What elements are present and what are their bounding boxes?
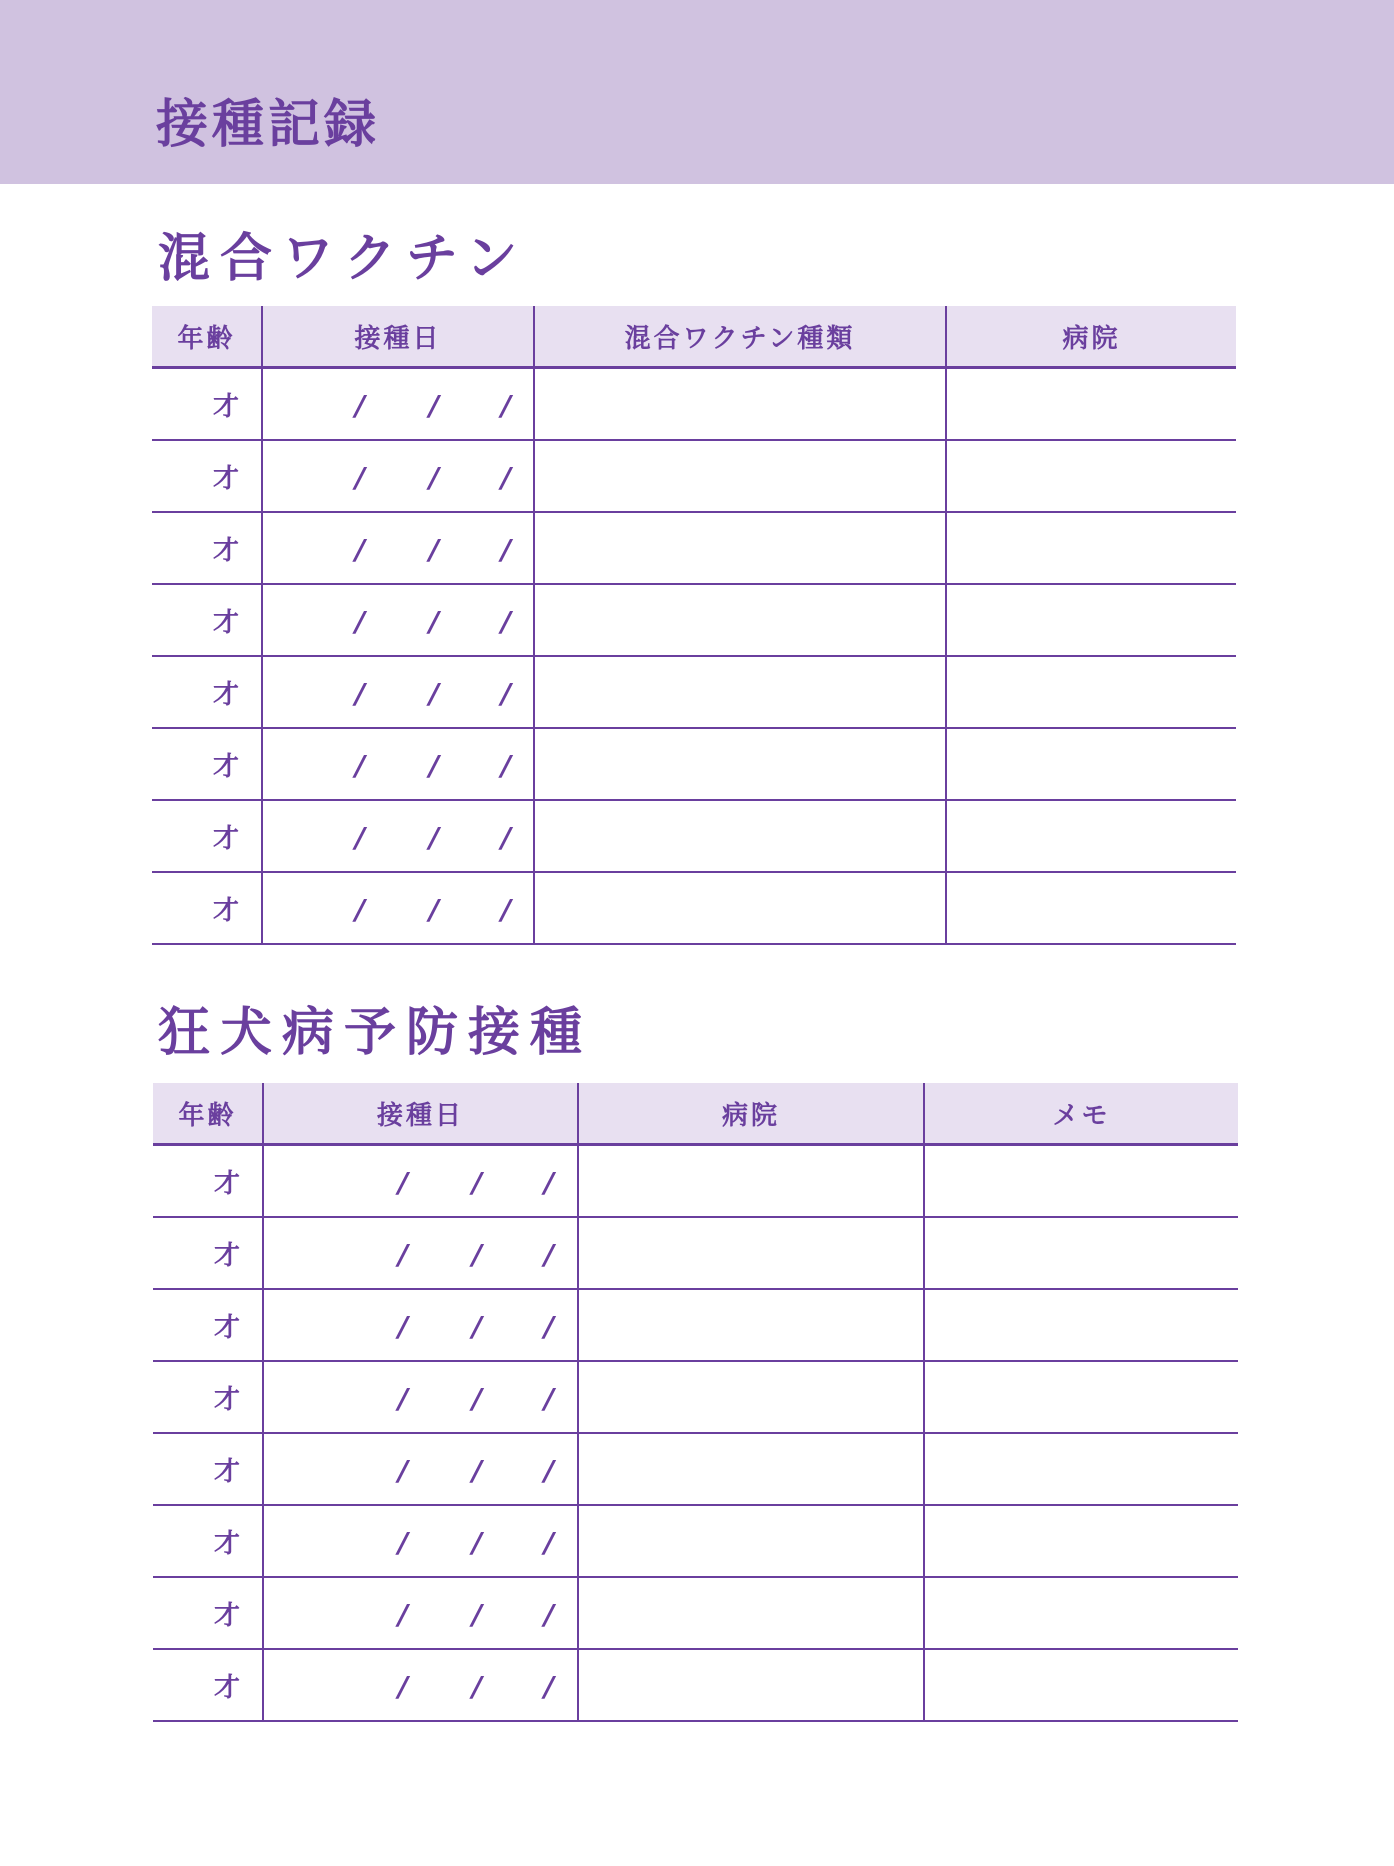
combo-vaccine-table: [152, 306, 1236, 945]
date-separator: /: [501, 677, 512, 710]
date-separator: /: [472, 1670, 483, 1703]
date-separator: /: [501, 605, 512, 638]
table-row: [153, 1649, 1238, 1721]
date-cell[interactable]: [262, 800, 534, 872]
table-row: [153, 1577, 1238, 1649]
column-header-age: 年齢: [153, 1083, 263, 1145]
date-separator: /: [472, 1526, 483, 1559]
age-cell[interactable]: 才: [153, 1433, 263, 1505]
hospital-cell[interactable]: [578, 1361, 924, 1433]
age-cell[interactable]: 才: [153, 1145, 263, 1218]
hospital-cell[interactable]: [578, 1649, 924, 1721]
date-cell[interactable]: [263, 1433, 578, 1505]
date-cell[interactable]: [262, 728, 534, 800]
date-separator: /: [544, 1310, 555, 1343]
date-cell[interactable]: [262, 872, 534, 944]
hospital-cell[interactable]: [578, 1505, 924, 1577]
hospital-cell[interactable]: [578, 1289, 924, 1361]
date-cell[interactable]: [263, 1289, 578, 1361]
date-separator: /: [544, 1598, 555, 1631]
date-separator: /: [355, 533, 366, 566]
date-separator: /: [398, 1382, 409, 1415]
vaccine-type-cell[interactable]: [534, 368, 946, 441]
memo-cell[interactable]: [924, 1361, 1238, 1433]
memo-cell[interactable]: [924, 1217, 1238, 1289]
memo-cell[interactable]: [924, 1145, 1238, 1218]
date-separator: /: [429, 461, 440, 494]
date-separator: /: [544, 1526, 555, 1559]
hospital-cell[interactable]: [946, 872, 1236, 944]
memo-cell[interactable]: [924, 1289, 1238, 1361]
column-header-date: 接種日: [262, 306, 534, 368]
hospital-cell[interactable]: [578, 1433, 924, 1505]
table-row: [152, 440, 1236, 512]
date-separator: /: [472, 1238, 483, 1271]
age-cell[interactable]: 才: [153, 1217, 263, 1289]
table-row: [153, 1505, 1238, 1577]
date-separator: /: [501, 533, 512, 566]
rabies-vaccine-title: 狂犬病予防接種: [158, 1003, 593, 1063]
date-separator: /: [544, 1238, 555, 1271]
table-row: [152, 656, 1236, 728]
date-separator: /: [429, 605, 440, 638]
table-row: [153, 1433, 1238, 1505]
date-separator: /: [544, 1166, 555, 1199]
hospital-cell[interactable]: [946, 800, 1236, 872]
date-separator: /: [398, 1526, 409, 1559]
table-row: [152, 800, 1236, 872]
age-cell[interactable]: 才: [152, 440, 262, 512]
date-separator: /: [429, 533, 440, 566]
date-cell[interactable]: [262, 584, 534, 656]
date-separator: /: [355, 605, 366, 638]
date-cell[interactable]: [262, 440, 534, 512]
date-separator: /: [501, 389, 512, 422]
age-cell[interactable]: 才: [152, 584, 262, 656]
age-cell[interactable]: 才: [153, 1649, 263, 1721]
date-separator: /: [429, 677, 440, 710]
date-separator: /: [398, 1454, 409, 1487]
table-row: [153, 1289, 1238, 1361]
vaccine-type-cell[interactable]: [534, 656, 946, 728]
table-row: [153, 1217, 1238, 1289]
memo-cell[interactable]: [924, 1577, 1238, 1649]
column-header-hospital: 病院: [946, 306, 1236, 368]
date-separator: /: [398, 1670, 409, 1703]
hospital-cell[interactable]: [946, 656, 1236, 728]
date-cell[interactable]: [262, 512, 534, 584]
date-separator: /: [398, 1238, 409, 1271]
age-cell[interactable]: 才: [153, 1361, 263, 1433]
date-separator: /: [501, 821, 512, 854]
date-separator: /: [355, 461, 366, 494]
date-separator: /: [355, 677, 366, 710]
date-separator: /: [472, 1454, 483, 1487]
date-cell[interactable]: [263, 1361, 578, 1433]
date-cell[interactable]: [262, 368, 534, 441]
memo-cell[interactable]: [924, 1433, 1238, 1505]
date-separator: /: [472, 1166, 483, 1199]
table-row: [152, 728, 1236, 800]
table-row: [153, 1361, 1238, 1433]
hospital-cell[interactable]: [578, 1145, 924, 1218]
date-separator: /: [472, 1598, 483, 1631]
date-cell[interactable]: [263, 1649, 578, 1721]
date-cell[interactable]: [263, 1145, 578, 1218]
table-row: [153, 1145, 1238, 1218]
date-separator: /: [501, 461, 512, 494]
table-row: [152, 584, 1236, 656]
hospital-cell[interactable]: [946, 584, 1236, 656]
combo-vaccine-title: 混合ワクチン: [158, 229, 528, 289]
date-separator: /: [472, 1310, 483, 1343]
date-separator: /: [501, 749, 512, 782]
vaccine-type-cell[interactable]: [534, 800, 946, 872]
age-cell[interactable]: 才: [152, 728, 262, 800]
date-separator: /: [544, 1454, 555, 1487]
table-header-row: [153, 1083, 1238, 1145]
date-separator: /: [472, 1382, 483, 1415]
vaccine-type-cell[interactable]: [534, 584, 946, 656]
date-separator: /: [398, 1166, 409, 1199]
date-cell[interactable]: [262, 656, 534, 728]
vaccine-type-cell[interactable]: [534, 512, 946, 584]
age-cell[interactable]: 才: [152, 656, 262, 728]
table-row: [152, 872, 1236, 944]
date-cell[interactable]: [263, 1577, 578, 1649]
date-cell[interactable]: [263, 1505, 578, 1577]
vaccine-type-cell[interactable]: [534, 872, 946, 944]
age-cell[interactable]: 才: [152, 800, 262, 872]
date-separator: /: [544, 1382, 555, 1415]
date-separator: /: [501, 893, 512, 926]
column-header-vaccine-type: 混合ワクチン種類: [534, 306, 946, 368]
hospital-cell[interactable]: [946, 728, 1236, 800]
column-header-age: 年齢: [152, 306, 262, 368]
age-cell[interactable]: 才: [153, 1289, 263, 1361]
date-cell[interactable]: [263, 1217, 578, 1289]
date-separator: /: [355, 893, 366, 926]
date-separator: /: [355, 749, 366, 782]
date-separator: /: [429, 821, 440, 854]
rabies-vaccine-table: [153, 1083, 1238, 1722]
date-separator: /: [398, 1598, 409, 1631]
date-separator: /: [398, 1310, 409, 1343]
vaccine-type-cell[interactable]: [534, 728, 946, 800]
date-separator: /: [429, 893, 440, 926]
date-separator: /: [355, 389, 366, 422]
table-header-row: [152, 306, 1236, 368]
hospital-cell[interactable]: [946, 368, 1236, 441]
column-header-date: 接種日: [263, 1083, 578, 1145]
memo-cell[interactable]: [924, 1649, 1238, 1721]
page-title: 接種記録: [156, 95, 381, 155]
table-row: [152, 512, 1236, 584]
date-separator: /: [355, 821, 366, 854]
column-header-memo: メモ: [924, 1083, 1238, 1145]
age-cell[interactable]: 才: [152, 512, 262, 584]
memo-cell[interactable]: [924, 1505, 1238, 1577]
age-cell[interactable]: 才: [152, 872, 262, 944]
age-cell[interactable]: 才: [153, 1577, 263, 1649]
table-row: [152, 368, 1236, 441]
hospital-cell[interactable]: [578, 1577, 924, 1649]
hospital-cell[interactable]: [578, 1217, 924, 1289]
age-cell[interactable]: 才: [153, 1505, 263, 1577]
hospital-cell[interactable]: [946, 440, 1236, 512]
age-cell[interactable]: 才: [152, 368, 262, 441]
date-separator: /: [544, 1670, 555, 1703]
vaccine-type-cell[interactable]: [534, 440, 946, 512]
date-separator: /: [429, 749, 440, 782]
column-header-hospital: 病院: [578, 1083, 924, 1145]
hospital-cell[interactable]: [946, 512, 1236, 584]
date-separator: /: [429, 389, 440, 422]
